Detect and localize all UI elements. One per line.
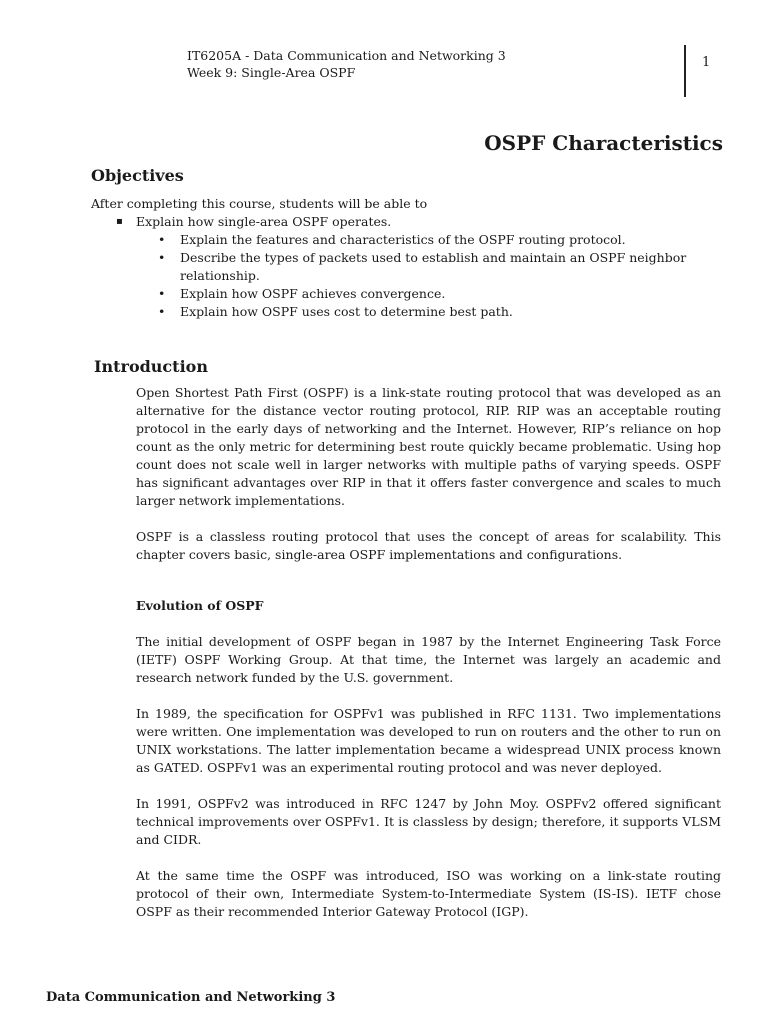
header-divider (684, 45, 686, 97)
objectives-list (91, 213, 711, 321)
document-title: OSPF Characteristics (484, 131, 723, 155)
objective-sub-item: • Describe the types of packets used to establish and maintain an OSPF neighbor relationship. (91, 249, 700, 285)
objective-sub-item: • Explain the features and characteristics of the OSPF routing protocol. (91, 231, 700, 249)
content-body (136, 384, 721, 939)
evolution-paragraph: In 1989, the specification for OSPFv1 was published in RFC 1131. Two implementations were written. One implementation was developed to run on routers and the other to run on UNIX workstations. The latter implementation became a widespread UNIX process known as GATED. OSPFv1 was an experimental routing protocol and was never deployed. (136, 706, 721, 775)
objectives-heading: Objectives (91, 166, 184, 185)
evolution-paragraph: At the same time the OSPF was introduced, ISO was working on a link-state routing protocol of their own, Intermediate System-to-Intermediate System (IS-IS). IETF chose OSPF as their recommended Interior Gateway Protocol (IGP). (136, 868, 721, 919)
objective-sub-item: • Explain how OSPF achieves convergence. (91, 285, 700, 303)
week-title: Week 9: Single-Area OSPF (187, 65, 356, 80)
evolution-heading: Evolution of OSPF (136, 598, 264, 613)
page-header (187, 47, 506, 81)
objective-sub-item: • Explain how OSPF uses cost to determine best path. (91, 303, 700, 321)
intro-paragraph: Open Shortest Path First (OSPF) is a link-state routing protocol that was developed as an alternative for the distance vector routing protocol, RIP. RIP was an acceptable routing protocol in the early days of networking and the Internet. However, RIP’s reliance on hop count as the only metric for determining best route quickly became problematic. Using hop count does not scale well in larger networks with multiple paths of varying speeds. OSPF has significant advantages over RIP in that it offers faster convergence and scales to much larger network implementations. (136, 385, 721, 508)
page-number: 1 (702, 55, 711, 70)
introduction-heading: Introduction (94, 357, 208, 376)
page-footer: Data Communication and Networking 3 (46, 990, 336, 1005)
objective-main-item: ▪ Explain how single-area OSPF operates. (91, 213, 711, 231)
objectives-section (91, 195, 711, 321)
course-title: IT6205A - Data Communication and Networking 3 (187, 48, 506, 63)
intro-paragraph: OSPF is a classless routing protocol that uses the concept of areas for scalability. This chapter covers basic, single-area OSPF implementations and configurations. (136, 529, 721, 562)
evolution-paragraph: In 1991, OSPFv2 was introduced in RFC 1247 by John Moy. OSPFv2 offered significant technical improvements over OSPFv1. It is classless by design; therefore, it supports VLSM and CIDR. (136, 796, 721, 847)
evolution-paragraph: The initial development of OSPF began in 1987 by the Internet Engineering Task Force (IETF) OSPF Working Group. At that time, the Internet was largely an academic and research network funded by the U.S. government. (136, 634, 721, 685)
objectives-intro: After completing this course, students will be able to (91, 196, 428, 211)
